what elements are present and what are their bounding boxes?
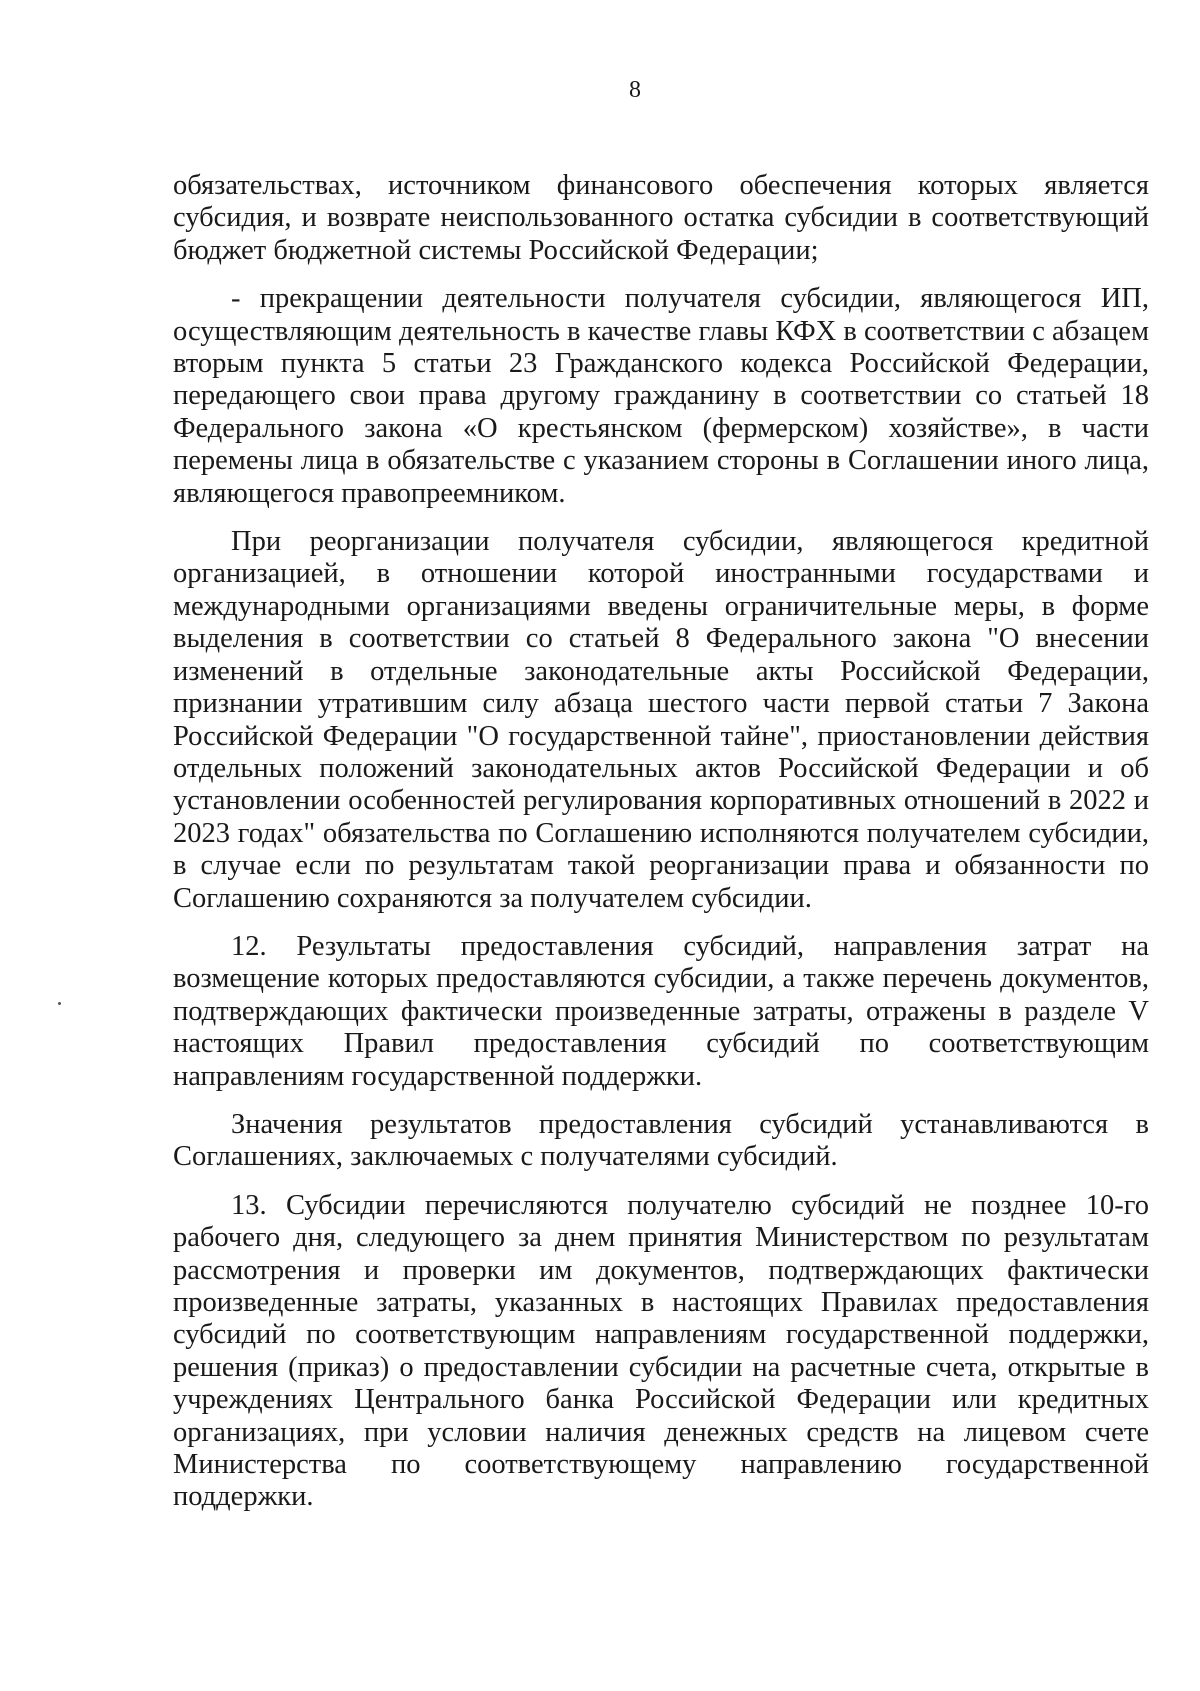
paragraph-reorganization-credit-org: При реорганизации получателя субсидии, являющегося кредитной организацией, в отношении которой иностранными государствами и международными организациями введены ограничительные меры, в форме выделения в соответствии со статьей 8 Федерального закона "О внесении изменений в отдельные законодательные акты Российской Федерации, признании утратившим силу абзаца шестого части первой статьи 7 Закона Российской Федерации "О государственной тайне", приостановлении действия отдельных положений законодательных актов Российской Федерации и об установлении особенностей регулирования корпоративных отношений в 2022 и 2023 годах" обязательства по Соглашению исполняются получателем субсидии, в случае если по результатам такой реорганизации права и обязанности по Соглашению сохраняются за получателем субсидии.: [173, 526, 1149, 914]
paragraph-obligations-continuation: обязательствах, источником финансового обеспечения которых является субсидия, и возврате неиспользованного остатка субсидии в соответствующий бюджет бюджетной системы Российской Федерации;: [173, 170, 1149, 266]
document-body: [173, 170, 1149, 1530]
page-number: 8: [629, 77, 641, 103]
paragraph-item-13-transfer: 13. Субсидии перечисляются получателю субсидий не позднее 10-го рабочего дня, следующего за днем принятия Министерством по результатам рассмотрения и проверки им документов, подтверждающих фактически произведенные затраты, указанных в настоящих Правилах предоставления субсидий по соответствующим направлениям государственной поддержки, решения (приказ) о предоставлении субсидии на расчетные счета, открытые в учреждениях Центрального банка Российской Федерации или кредитных организациях, при условии наличия денежных средств на лицевом счете Министерства по соответствующему направлению государственной поддержки.: [173, 1189, 1149, 1513]
paragraph-result-values: Значения результатов предоставления субсидий устанавливаются в Соглашениях, заключаемых с получателями субсидий.: [173, 1108, 1149, 1173]
paragraph-termination-ip-kfh: - прекращении деятельности получателя субсидии, являющегося ИП, осуществляющим деятельность в качестве главы КФХ в соответствии с абзацем вторым пункта 5 статьи 23 Гражданского кодекса Российской Федерации, передающего свои права другому гражданину в соответствии со статьей 18 Федерального закона «О крестьянском (фермерском) хозяйстве», в части перемены лица в обязательстве с указанием стороны в Соглашении иного лица, являющегося правопреемником.: [173, 283, 1149, 509]
paragraph-item-12-results: 12. Результаты предоставления субсидий, направления затрат на возмещение которых предоставляются субсидии, а также перечень документов, подтверждающих фактически произведенные затраты, отражены в разделе V настоящих Правил предоставления субсидий по соответствующим направлениям государственной поддержки.: [173, 930, 1149, 1092]
scan-speck: [58, 1002, 61, 1005]
